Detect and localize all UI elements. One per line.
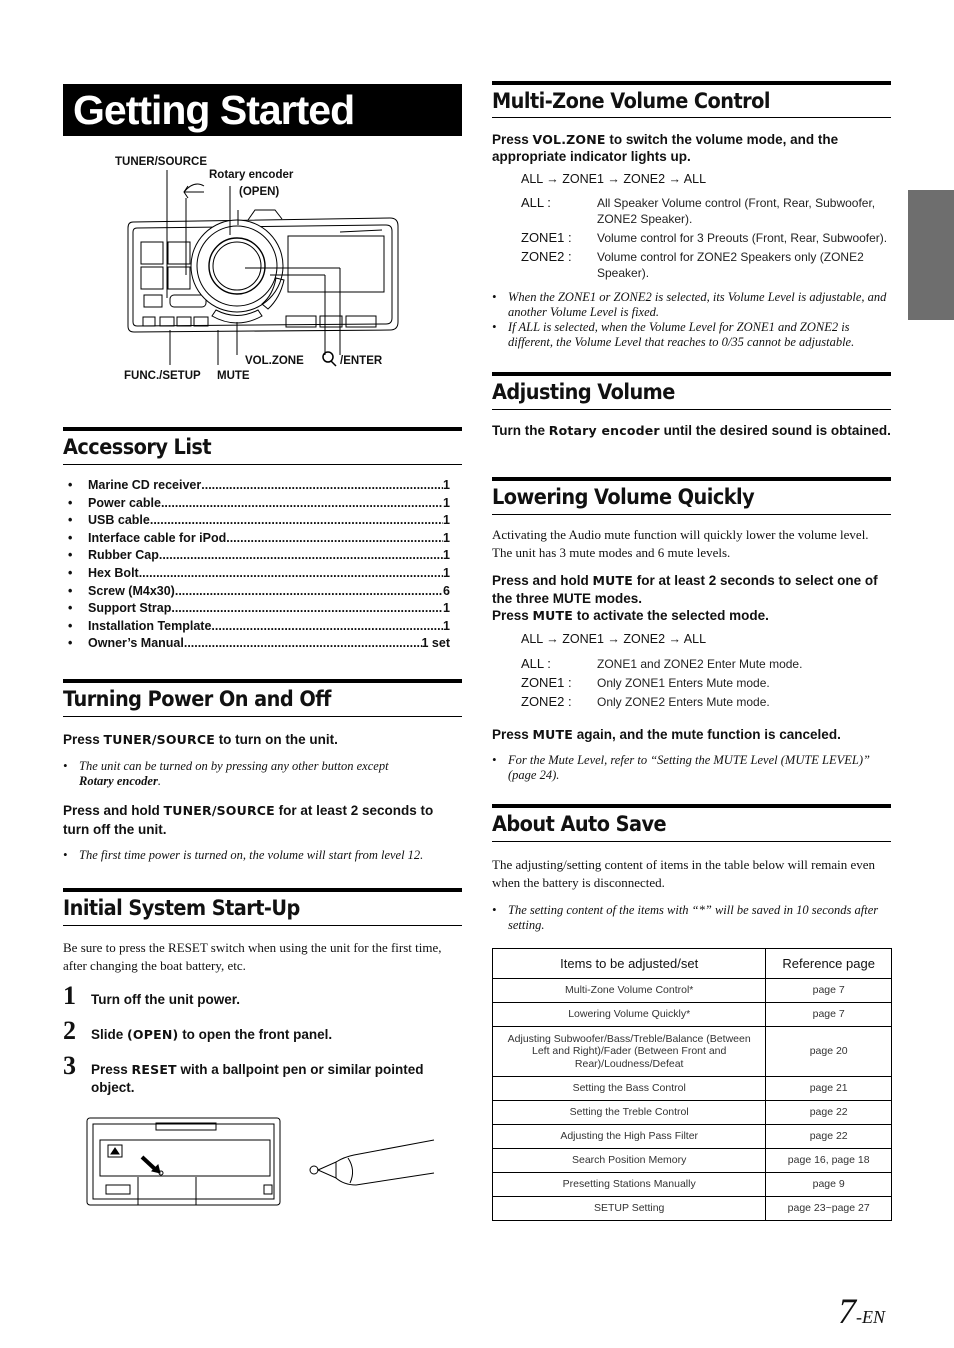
definition-row: [521, 249, 896, 284]
multizone-definitions: [521, 195, 896, 284]
lowering-body: Activating the Audio mute function will quickly lower the volume level. The unit has 3 mute modes and 6 mute levels.: [492, 527, 869, 560]
table-cell-page: page 9: [766, 1173, 892, 1197]
table-row: [493, 979, 892, 1003]
table-cell-item: Adjusting the High Pass Filter: [493, 1125, 766, 1149]
label-tuner-source: TUNER/SOURCE: [115, 156, 208, 168]
multizone-instruction: Press VOL.ZONE to switch the volume mode, and the appropriate indicator lights up.: [492, 132, 839, 164]
table-cell-page: page 21: [766, 1077, 892, 1101]
table-cell-page: page 23~page 27: [766, 1197, 892, 1221]
step-item: [63, 983, 462, 1009]
table-cell-item: Presetting Stations Manually: [493, 1173, 766, 1197]
table-cell-page: page 16, page 18: [766, 1149, 892, 1173]
accessory-list: [68, 478, 450, 654]
power-note-2: • The first time power is turned on, the volume will start from level 12.: [63, 848, 424, 862]
power-instruction-off: Press and hold TUNER/SOURCE for at least 2 seconds to turn off the unit.: [63, 803, 434, 837]
table-row: [493, 1173, 892, 1197]
adjusting-instruction: Turn the Rotary encoder until the desired sound is obtained.: [492, 423, 891, 438]
list-item: • Installation Template ..... 1: [68, 619, 450, 637]
startup-heading: Initial System Start-Up: [63, 888, 462, 926]
step-text: Turn off the unit power.: [91, 992, 240, 1007]
table-cell-item: Multi-Zone Volume Control*: [493, 979, 766, 1003]
reset-diagram: [86, 1115, 436, 1210]
table-cell-page: page 20: [766, 1027, 892, 1077]
definition-term: ZONE1 :: [521, 230, 572, 245]
multizone-sequence: ALL → ZONE1 → ZONE2 → ALL: [521, 172, 707, 186]
table-cell-page: page 22: [766, 1101, 892, 1125]
definition-desc: Volume control for 3 Preouts (Front, Rear, Subwoofer).: [597, 231, 888, 245]
list-item: • Marine CD receiver ..... 1: [68, 478, 450, 496]
table-cell-page: page 7: [766, 979, 892, 1003]
definition-term: ZONE2 :: [521, 694, 572, 709]
label-rotary-encoder: Rotary encoder: [209, 169, 294, 181]
definition-term: ZONE2 :: [521, 249, 572, 264]
definition-desc: All Speaker Volume control (Front, Rear, Subwoofer, ZONE2 Speaker).: [597, 196, 876, 226]
page-number: 7-EN: [838, 1291, 885, 1331]
reset-drawing: [86, 1115, 436, 1210]
lowering-instruction-3: Press MUTE again, and the mute function is canceled.: [492, 727, 841, 742]
definition-row: [521, 694, 896, 713]
multizone-notes: [492, 290, 891, 350]
table-cell-item: SETUP Setting: [493, 1197, 766, 1221]
side-tab: [908, 190, 954, 320]
definition-row: [521, 656, 896, 675]
note-item: • When the ZONE1 or ZONE2 is selected, its Volume Level is adjustable, and another Volume Level is fixed.: [492, 290, 887, 319]
list-item: • Rubber Cap ..... 1: [68, 548, 450, 566]
list-item: • Owner’s Manual ..... 1 set: [68, 636, 450, 654]
definition-term: ZONE1 :: [521, 675, 572, 690]
autosave-heading: About Auto Save: [492, 804, 891, 842]
multizone-heading: Multi-Zone Volume Control: [492, 81, 891, 118]
definition-desc: Only ZONE2 Enters Mute mode.: [597, 695, 770, 709]
lowering-definitions: [521, 656, 896, 713]
lowering-note: • For the Mute Level, refer to “Setting the MUTE Level (MUTE LEVEL)” (page 24).: [492, 753, 870, 782]
table-header-items: Items to be adjusted/set: [493, 949, 766, 979]
list-item: • Screw (M4x30) ..... 6: [68, 584, 450, 602]
lowering-sequence: ALL → ZONE1 → ZONE2 → ALL: [521, 632, 707, 646]
table-row: [493, 1149, 892, 1173]
step-number: 1: [63, 981, 76, 1010]
label-open: (OPEN): [239, 186, 280, 198]
definition-term: ALL :: [521, 195, 551, 210]
power-instruction-on: Press TUNER/SOURCE to turn on the unit.: [63, 732, 338, 747]
definition-row: [521, 195, 896, 230]
step-text: Press RESET with a ballpoint pen or similar pointed object.: [91, 1062, 424, 1095]
lowering-heading: Lowering Volume Quickly: [492, 477, 891, 515]
table-cell-item: Lowering Volume Quickly*: [493, 1003, 766, 1027]
table-row: [493, 1197, 892, 1221]
definition-desc: Only ZONE1 Enters Mute mode.: [597, 676, 770, 690]
definition-row: [521, 230, 896, 249]
power-heading: Turning Power On and Off: [63, 679, 462, 717]
step-text: Slide (OPEN) to open the front panel.: [91, 1027, 333, 1042]
list-item: • Interface cable for iPod ..... 1: [68, 531, 450, 549]
definition-term: ALL :: [521, 656, 551, 671]
step-item: [63, 1018, 462, 1044]
page-title: Getting Started: [63, 84, 462, 136]
table-cell-item: Adjusting Subwoofer/Bass/Treble/Balance (Between Left and Right)/Fader (Between Front and Rear)/Loudness/Defeat: [493, 1027, 766, 1077]
step-number: 3: [63, 1051, 76, 1080]
label-func-setup: FUNC./SETUP: [124, 370, 201, 382]
table-row: [493, 1027, 892, 1077]
definition-desc: Volume control for ZONE2 Speakers only (ZONE2 Speaker).: [597, 250, 864, 280]
lowering-instruction-1: Press and hold MUTE for at least 2 seconds to select one of the three MUTE modes.: [492, 573, 878, 606]
table-cell-item: Setting the Treble Control: [493, 1101, 766, 1125]
lowering-instruction-2: Press MUTE to activate the selected mode.: [492, 608, 769, 623]
table-row: [493, 1101, 892, 1125]
adjusting-heading: Adjusting Volume: [492, 372, 891, 410]
step-item: [63, 1053, 462, 1097]
list-item: • Hex Bolt ..... 1: [68, 566, 450, 584]
label-vol-zone: VOL.ZONE: [245, 355, 304, 367]
table-cell-item: Search Position Memory: [493, 1149, 766, 1173]
front-panel-diagram: [100, 150, 430, 390]
startup-body: Be sure to press the RESET switch when using the unit for the first time, after changing the boat battery, etc.: [63, 940, 442, 973]
list-item: • Support Strap ..... 1: [68, 601, 450, 619]
label-enter: /ENTER: [340, 355, 383, 367]
autosave-note: • The setting content of the items with “*” will be saved in 10 seconds after setting.: [492, 903, 879, 932]
accessory-heading: Accessory List: [63, 427, 462, 465]
table-header-row: [493, 949, 892, 979]
power-note-1: • The unit can be turned on by pressing any other button except Rotary encoder.: [63, 759, 389, 788]
label-mute: MUTE: [217, 370, 250, 382]
table-row: [493, 1003, 892, 1027]
table-cell-page: page 7: [766, 1003, 892, 1027]
list-item: • USB cable ..... 1: [68, 513, 450, 531]
autosave-body: The adjusting/setting content of items in the table below will remain even when the battery is disconnected.: [492, 857, 876, 890]
list-item: • Power cable ..... 1: [68, 496, 450, 514]
autosave-table: [492, 948, 892, 1221]
table-row: [493, 1077, 892, 1101]
definition-row: [521, 675, 896, 694]
table-cell-item: Setting the Bass Control: [493, 1077, 766, 1101]
table-cell-page: page 22: [766, 1125, 892, 1149]
step-number: 2: [63, 1016, 76, 1045]
table-row: [493, 1125, 892, 1149]
table-header-page: Reference page: [766, 949, 892, 979]
definition-desc: ZONE1 and ZONE2 Enter Mute mode.: [597, 657, 803, 671]
note-item: • If ALL is selected, when the Volume Level for ZONE1 and ZONE2 is different, the Volume Level that reaches to 0/35 cannot be adjustable.: [492, 320, 855, 349]
